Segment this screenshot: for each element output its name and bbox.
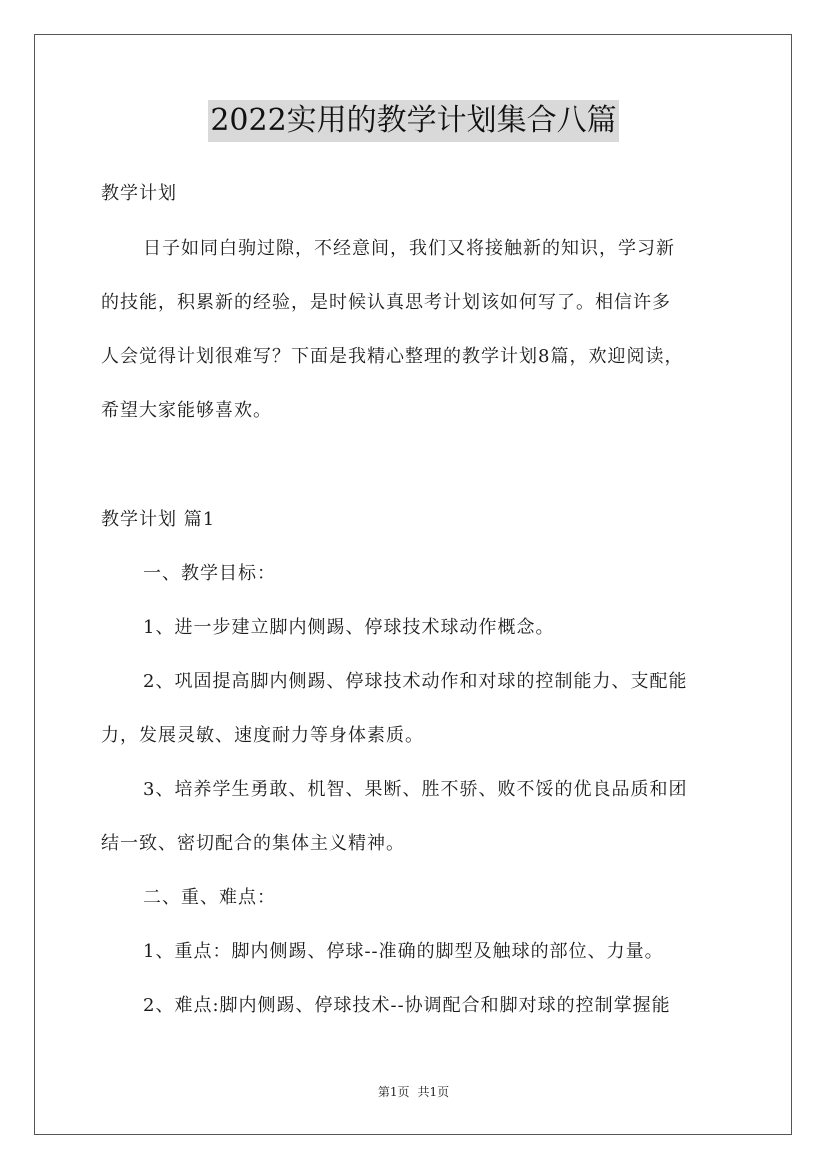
page-footer (0, 1084, 827, 1100)
intro-line: 的技能，积累新的经验，是时候认真思考计划该如何写了。相信许多 (101, 292, 671, 313)
intro-line: 日子如同白驹过隙，不经意间，我们又将接触新的知识，学习新 (143, 238, 675, 259)
body-line: 2、巩固提高脚内侧踢、停球技术动作和对球的控制能力、支配能 (143, 671, 688, 692)
document-title: 2022实用的教学计划集合八篇 (208, 100, 618, 142)
plan-heading: 教学计划 篇1 (101, 509, 216, 530)
page-number: 第1页 (377, 1085, 410, 1099)
body-line: 1、进一步建立脚内侧踢、停球技术球动作概念。 (143, 617, 555, 638)
section-heading: 教学计划 (101, 183, 177, 204)
body-line: 3、培养学生勇敢、机智、果断、胜不骄、败不馁的优良品质和团 (143, 779, 688, 800)
page-total: 共1页 (417, 1085, 450, 1099)
title-container (0, 100, 827, 142)
body-line: 力，发展灵敏、速度耐力等身体素质。 (101, 725, 424, 746)
body-line: 2、难点:脚内侧踢、停球技术--协调配合和脚对球的控制掌握能 (143, 995, 671, 1016)
intro-line: 人会觉得计划很难写？下面是我精心整理的教学计划8篇，欢迎阅读， (101, 346, 684, 367)
body-line: 一、教学目标： (143, 563, 276, 584)
intro-line: 希望大家能够喜欢。 (101, 400, 272, 421)
body-line: 结一致、密切配合的集体主义精神。 (101, 833, 405, 854)
body-line: 二、重、难点： (143, 887, 276, 908)
body-line: 1、重点：脚内侧踢、停球--准确的脚型及触球的部位、力量。 (143, 941, 664, 962)
